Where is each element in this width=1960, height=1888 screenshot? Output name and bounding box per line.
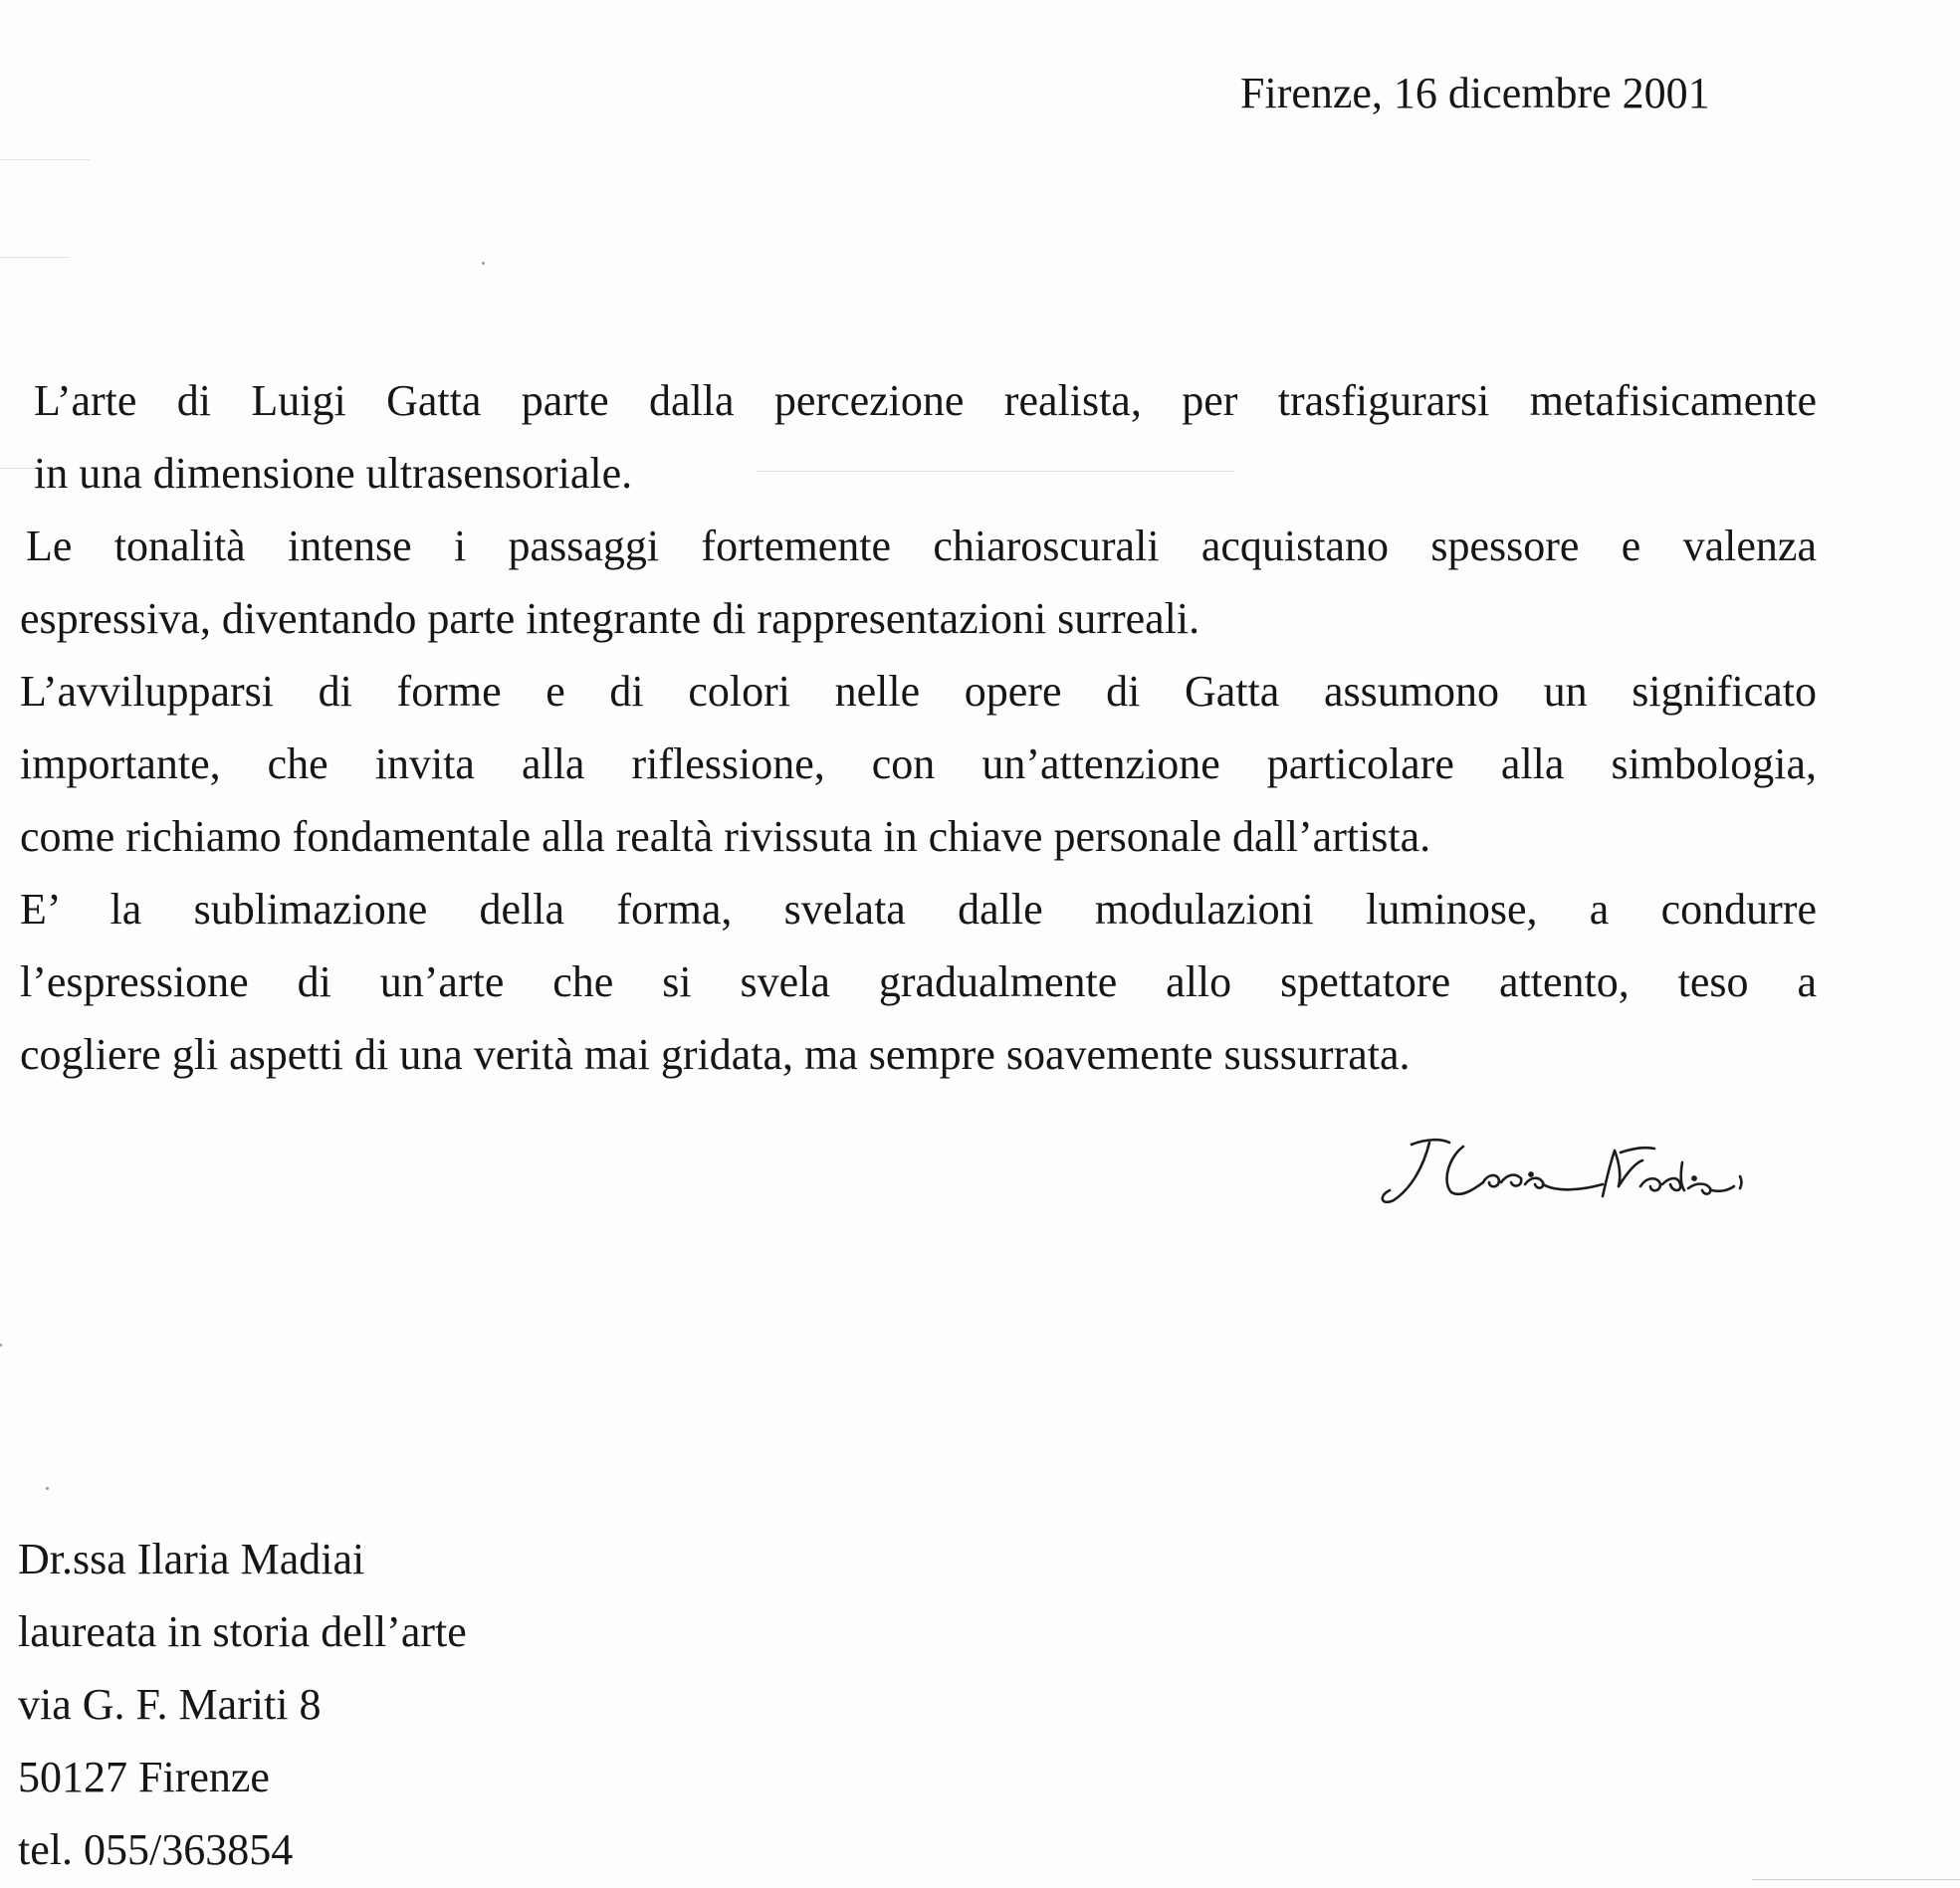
body-line: in una dimensione ultrasensoriale. (34, 449, 633, 498)
sender-city: 50127 Firenze (18, 1753, 270, 1801)
body-line: L’avvilupparsi di forme e di colori nelle opere di Gatta assumono un significato (20, 667, 1817, 716)
scan-artifact (0, 159, 90, 160)
body-line: Le tonalità intense i passaggi fortemente chiaroscurali acquistano spessore e valenza (26, 522, 1817, 570)
scan-speck (46, 1487, 49, 1490)
scan-speck (482, 262, 485, 265)
body-line: L’arte di Luigi Gatta parte dalla percezione realista, per trasfigurarsi metafisicamente (34, 376, 1817, 425)
letter-body (20, 364, 1817, 1091)
body-line: E’ la sublimazione della forma, svelata dalle modulazioni luminose, a condurre (20, 885, 1817, 934)
scan-artifact (0, 257, 70, 258)
body-line: come richiamo fondamentale alla realtà rivissuta in chiave personale dall’artista. (20, 812, 1431, 861)
body-line: cogliere gli aspetti di una verità mai gridata, ma sempre soavemente sussurrata. (20, 1030, 1411, 1079)
scan-artifact (1752, 1879, 1960, 1880)
scan-speck (0, 1344, 2, 1347)
body-line: importante, che invita alla riflessione, con un’attenzione particolare alla simbologia, (20, 739, 1817, 788)
sender-phone: tel. 055/363854 (18, 1825, 294, 1874)
sender-title: laureata in storia dell’arte (18, 1607, 467, 1656)
letter-date: Firenze, 16 dicembre 2001 (1240, 69, 1710, 117)
sender-street: via G. F. Mariti 8 (18, 1680, 322, 1729)
body-line: espressiva, diventando parte integrante di rappresentazioni surreali. (20, 594, 1200, 643)
signature-drawing (1372, 1127, 1770, 1216)
handwritten-signature (1372, 1127, 1770, 1216)
sender-name: Dr.ssa Ilaria Madiai (18, 1535, 365, 1583)
sender-block (18, 1523, 914, 1886)
body-line: l’espressione di un’arte che si svela gradualmente allo spettatore attento, teso a (20, 957, 1817, 1006)
